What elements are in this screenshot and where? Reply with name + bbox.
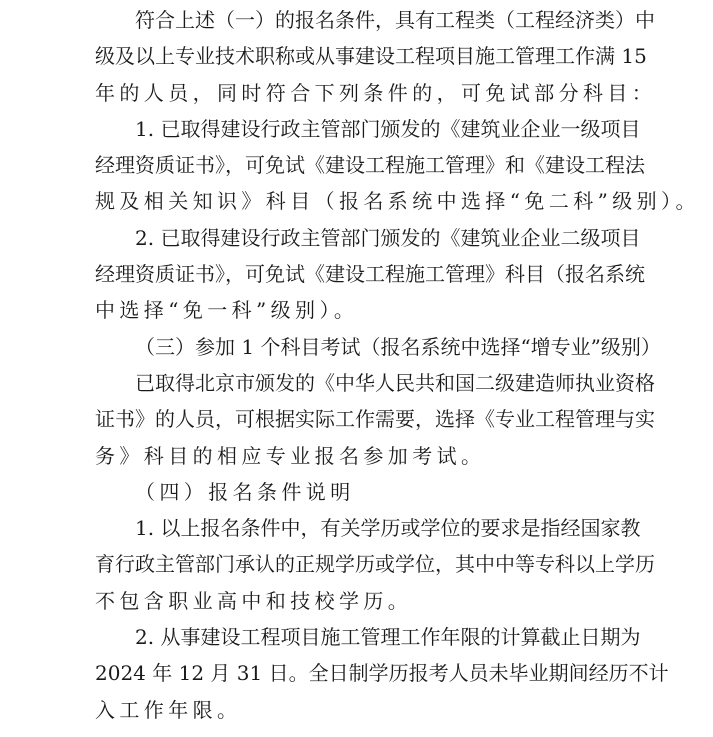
text-line: 2024 年 12 月 31 日。全日制学历报考人员未毕业期间经历不计 bbox=[95, 661, 669, 686]
section-heading-4 bbox=[95, 478, 625, 514]
text-line: 入工作年限。 bbox=[95, 697, 242, 722]
text-line: 经理资质证书》，可免试《建设工程施工管理》和《建设工程法 bbox=[95, 153, 645, 178]
text-line: 务》科目的相应专业报名参加考试。 bbox=[95, 443, 486, 468]
paragraph-note-1 bbox=[95, 514, 655, 623]
text-line: 经理资质证书》，可免试《建设工程施工管理》科目（报名系统 bbox=[95, 262, 645, 287]
text-line: 不包含职业高中和技校学历。 bbox=[95, 588, 413, 613]
paragraph-section-3 bbox=[95, 369, 655, 478]
text-line: 年的人员，同时符合下列条件的，可免试部分科目： bbox=[95, 80, 657, 105]
text-line: 符合上述（一）的报名条件，具有工程类（工程经济类）中 bbox=[135, 8, 655, 32]
text-line: 中选择“免一科”级别）。 bbox=[95, 298, 359, 323]
heading-line: （四）报名条件说明 bbox=[135, 479, 355, 504]
paragraph-exempt-item-1 bbox=[95, 115, 700, 224]
text-line: 1. 已取得建设行政主管部门颁发的《建筑业企业一级项目 bbox=[135, 116, 641, 141]
text-line: 1. 以上报名条件中，有关学历或学位的要求是指经国家教 bbox=[135, 516, 641, 541]
text-line: 证书》的人员，可根据实际工作需要，选择《专业工程管理与实 bbox=[95, 407, 655, 432]
text-line: 规及相关知识》科目（报名系统中选择“免二科”级别）。 bbox=[95, 189, 700, 214]
paragraph-exempt-item-2 bbox=[95, 224, 645, 333]
text-line: 级及以上专业技术职称或从事建设工程项目施工管理工作满 15 bbox=[95, 44, 647, 69]
text-line: 2. 已取得建设行政主管部门颁发的《建筑业企业二级项目 bbox=[135, 225, 641, 250]
text-line: 育行政主管部门承认的正规学历或学位，其中中等专科以上学历 bbox=[95, 552, 655, 577]
text-line: 已取得北京市颁发的《中华人民共和国二级建造师执业资格 bbox=[135, 370, 655, 395]
section-heading-3 bbox=[95, 333, 661, 369]
paragraph-exempt-intro bbox=[95, 6, 657, 115]
text-line: 2. 从事建设工程项目施工管理工作年限的计算截止日期为 bbox=[135, 625, 641, 650]
heading-line: （三）参加 1 个科目考试（报名系统中选择“增专业”级别） bbox=[135, 334, 661, 359]
document-page bbox=[95, 6, 700, 732]
paragraph-note-2 bbox=[95, 623, 669, 732]
